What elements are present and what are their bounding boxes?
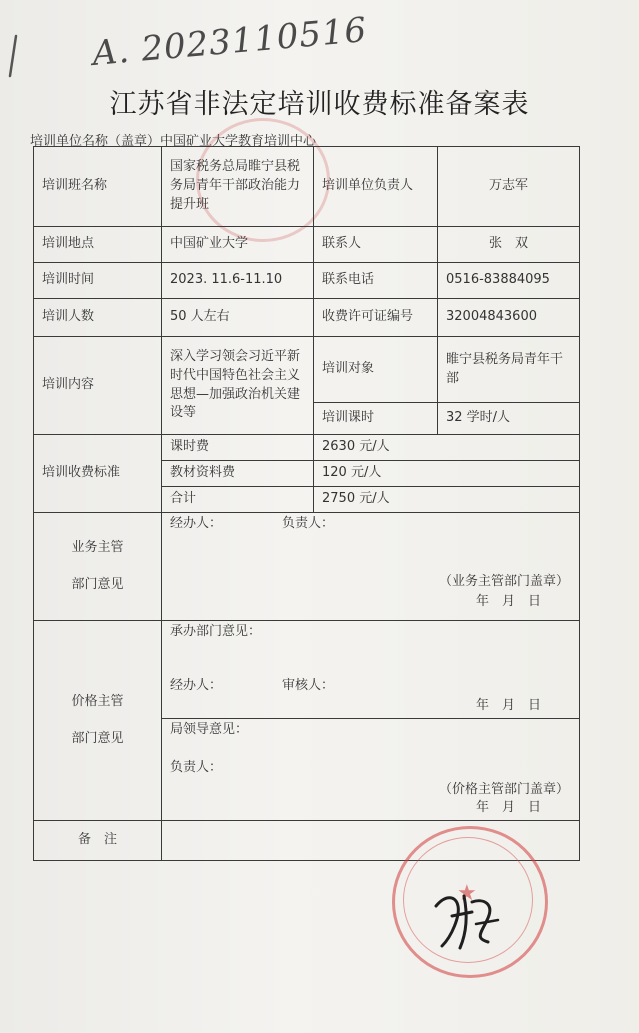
fee-item-value: 120 元/人 [314, 461, 580, 487]
undertake-opinion-cell [162, 621, 580, 719]
target-label: 培训对象 [314, 337, 438, 403]
fee-label: 培训收费标准 [34, 435, 162, 513]
fee-item-value: 2750 元/人 [314, 487, 580, 513]
organization-line: 培训单位名称（盖章）中国矿业大学教育培训中心 [30, 134, 317, 149]
contact-label: 联系人 [314, 227, 438, 263]
phone-label: 联系电话 [314, 263, 438, 299]
page-title: 江苏省非法定培训收费标准备案表 [109, 89, 530, 120]
bureau-head: 负责人： [170, 760, 223, 775]
leader-value: 万志军 [438, 147, 580, 227]
fee-item-value: 2630 元/人 [314, 435, 580, 461]
table-row [34, 435, 580, 461]
hours-value: 32 学时/人 [438, 403, 580, 435]
signature-mark [428, 876, 508, 956]
table-row [34, 263, 580, 299]
price-date-1: 年 月 日 [475, 698, 541, 713]
permit-label: 收费许可证编号 [314, 299, 438, 337]
business-handler: 经办人： [170, 516, 223, 531]
handwritten-stroke [6, 34, 20, 78]
price-seal: （价格主管部门盖章） [438, 782, 569, 797]
business-label-line2: 部门意见 [71, 576, 124, 592]
time-value: 2023. 11.6-11.10 [162, 263, 314, 299]
place-value: 中国矿业大学 [162, 227, 314, 263]
business-opinion-cell [162, 513, 580, 621]
table-row [34, 147, 580, 227]
table-row [34, 337, 580, 403]
remark-label: 备 注 [34, 821, 162, 861]
undertake-label: 承办部门意见： [170, 624, 262, 639]
business-label-line1: 业务主管 [71, 539, 124, 555]
filing-table [33, 146, 580, 861]
business-date: 年 月 日 [475, 594, 541, 609]
business-dept-label [34, 513, 162, 621]
bureau-label: 局领导意见： [170, 722, 249, 737]
price-dept-label [34, 621, 162, 821]
price-date-2: 年 月 日 [475, 800, 541, 815]
content-label: 培训内容 [34, 337, 162, 435]
class-name-value: 国家税务总局睢宁县税务局青年干部政治能力提升班 [162, 147, 314, 227]
business-seal: （业务主管部门盖章） [438, 574, 569, 589]
fee-item-name: 课时费 [162, 435, 314, 461]
target-value: 睢宁县税务局青年干部 [438, 337, 580, 403]
table-row [34, 513, 580, 621]
hours-label: 培训课时 [314, 403, 438, 435]
business-head: 负责人： [282, 516, 335, 531]
fee-item-name: 教材资料费 [162, 461, 314, 487]
table-row [34, 299, 580, 337]
time-label: 培训时间 [34, 263, 162, 299]
price-handler: 经办人： [170, 678, 223, 693]
leader-label: 培训单位负责人 [314, 147, 438, 227]
bureau-opinion-cell [162, 719, 580, 821]
content-value: 深入学习领会习近平新时代中国特色社会主义思想—加强政治机关建设等 [162, 337, 314, 435]
handwritten-code: A. 2023110516 [90, 10, 369, 74]
table-row [34, 227, 580, 263]
fee-item-name: 合计 [162, 487, 314, 513]
price-reviewer: 审核人： [282, 678, 335, 693]
price-label-line2: 部门意见 [71, 730, 124, 746]
phone-value: 0516-83884095 [438, 263, 580, 299]
count-value: 50 人左右 [162, 299, 314, 337]
table-row [34, 621, 580, 719]
permit-value: 32004843600 [438, 299, 580, 337]
class-name-label: 培训班名称 [34, 147, 162, 227]
price-label-line1: 价格主管 [71, 693, 124, 709]
contact-value: 张 双 [438, 227, 580, 263]
star-icon: ★ [457, 881, 477, 906]
place-label: 培训地点 [34, 227, 162, 263]
count-label: 培训人数 [34, 299, 162, 337]
